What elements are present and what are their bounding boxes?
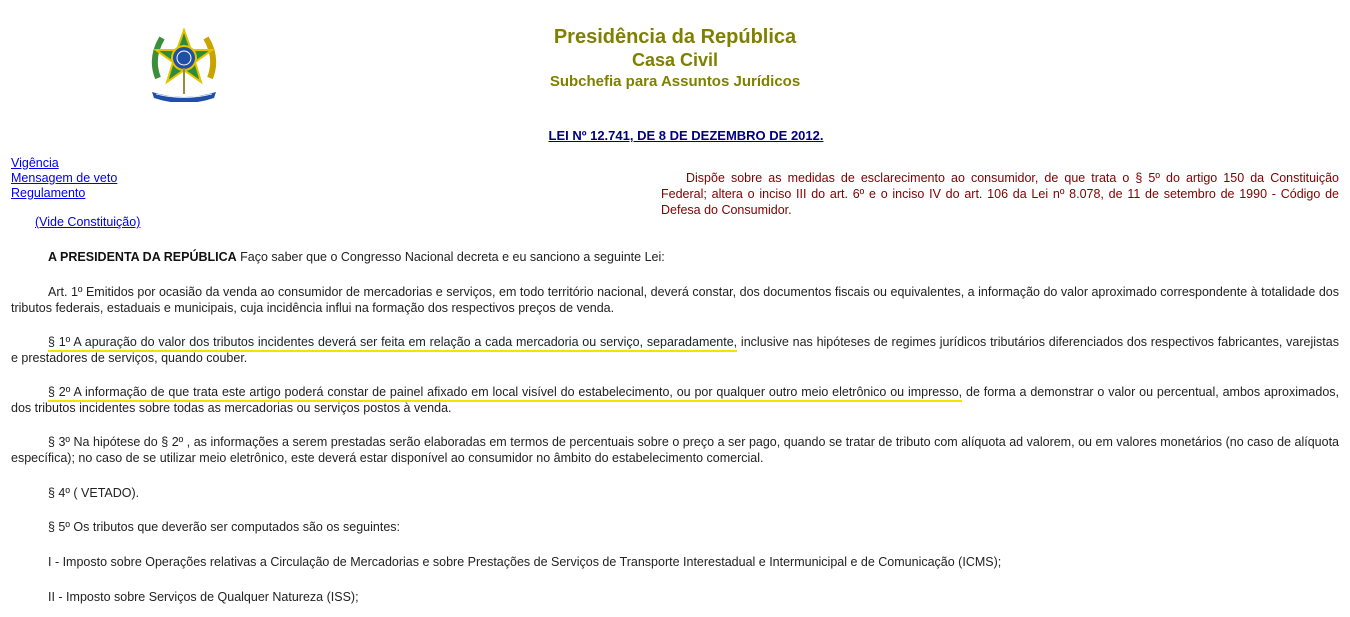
paragraph-3: § 3º Na hipótese do § 2º , as informações a serem prestadas serão elaboradas em termos de percentuais sobre o preço a ser pago, quando se tratar de tributo com alíquota ad valorem, ou em valores monetários (no caso de alíquota específica); no caso de se utilizar meio eletrônico, este deverá estar disponível ao consumidor no âmbito do estabelecimento comercial. xyxy=(11,435,1339,465)
preamble-text: Faço saber que o Congresso Nacional decreta e eu sanciono a seguinte Lei: xyxy=(236,250,665,264)
preamble-bold: A PRESIDENTA DA REPÚBLICA xyxy=(48,250,237,264)
link-vigencia[interactable]: Vigência xyxy=(11,156,59,170)
link-regulamento[interactable]: Regulamento xyxy=(11,186,86,200)
highlighted-text: § 2º A informação de que trata este artigo poderá constar de painel afixado em local visível do estabelecimento, ou por qualquer outro meio eletrônico ou impresso, xyxy=(48,385,962,402)
page-title: Presidência da República xyxy=(553,26,797,48)
highlighted-text: § 1º A apuração do valor dos tributos incidentes deverá ser feita em relação a cada mercadoria ou serviço, separadamente, xyxy=(48,335,737,352)
article-1: Art. 1º Emitidos por ocasião da venda ao consumidor de mercadorias e serviços, em todo território nacional, deverá constar, dos documentos fiscais ou equivalentes, a informação do valor aproximado correspondente à totalidade dos tributos federais, estaduais e municipais, cuja incidência influi na formação dos respectivos preços de venda. xyxy=(11,285,1339,315)
link-mensagem-de-veto[interactable]: Mensagem de veto xyxy=(11,171,118,185)
paragraph-2 xyxy=(11,384,1339,416)
paragraph-text: de forma a demonstrar o valor ou percentual, ambos aproximados, dos tributos incidentes sobre todas as mercadorias ou serviços postos à venda. xyxy=(11,385,1339,415)
preamble xyxy=(11,249,1339,265)
paragraph-1 xyxy=(11,334,1339,366)
law-title[interactable]: LEI Nº 12.741, DE 8 DE DEZEMBRO DE 2012. xyxy=(548,128,824,143)
link-vide-constituicao[interactable]: (Vide Constituição) xyxy=(35,215,141,229)
department-name: Subchefia para Assuntos Jurídicos xyxy=(549,73,801,90)
vide-constituicao xyxy=(35,215,140,229)
inciso-1: I - Imposto sobre Operações relativas a Circulação de Mercadorias e sobre Prestações de Serviços de Transporte Interestadual e Intermunicipal e de Comunicação (ICMS); xyxy=(48,555,1002,569)
paragraph-5: § 5º Os tributos que deverão ser computados são os seguintes: xyxy=(48,520,400,534)
inciso-2: II - Imposto sobre Serviços de Qualquer Natureza (ISS); xyxy=(48,590,359,604)
related-links xyxy=(11,156,117,201)
law-summary: Dispõe sobre as medidas de esclarecimento ao consumidor, de que trata o § 5º do artigo 150 da Constituição Federal; altera o inciso III do art. 6º e o inciso IV do art. 106 da Lei nº 8.078, de 11 de setembro de 1990 - Código de Defesa do Consumidor. xyxy=(661,171,1339,217)
paragraph-4: § 4º ( VETADO). xyxy=(48,486,140,500)
page-subtitle: Casa Civil xyxy=(631,50,719,70)
paragraph-text: inclusive nas hipóteses de regimes jurídicos tributários diferenciados dos respectivos fabricantes, varejistas e prestadores de serviços, quando couber. xyxy=(11,335,1339,365)
